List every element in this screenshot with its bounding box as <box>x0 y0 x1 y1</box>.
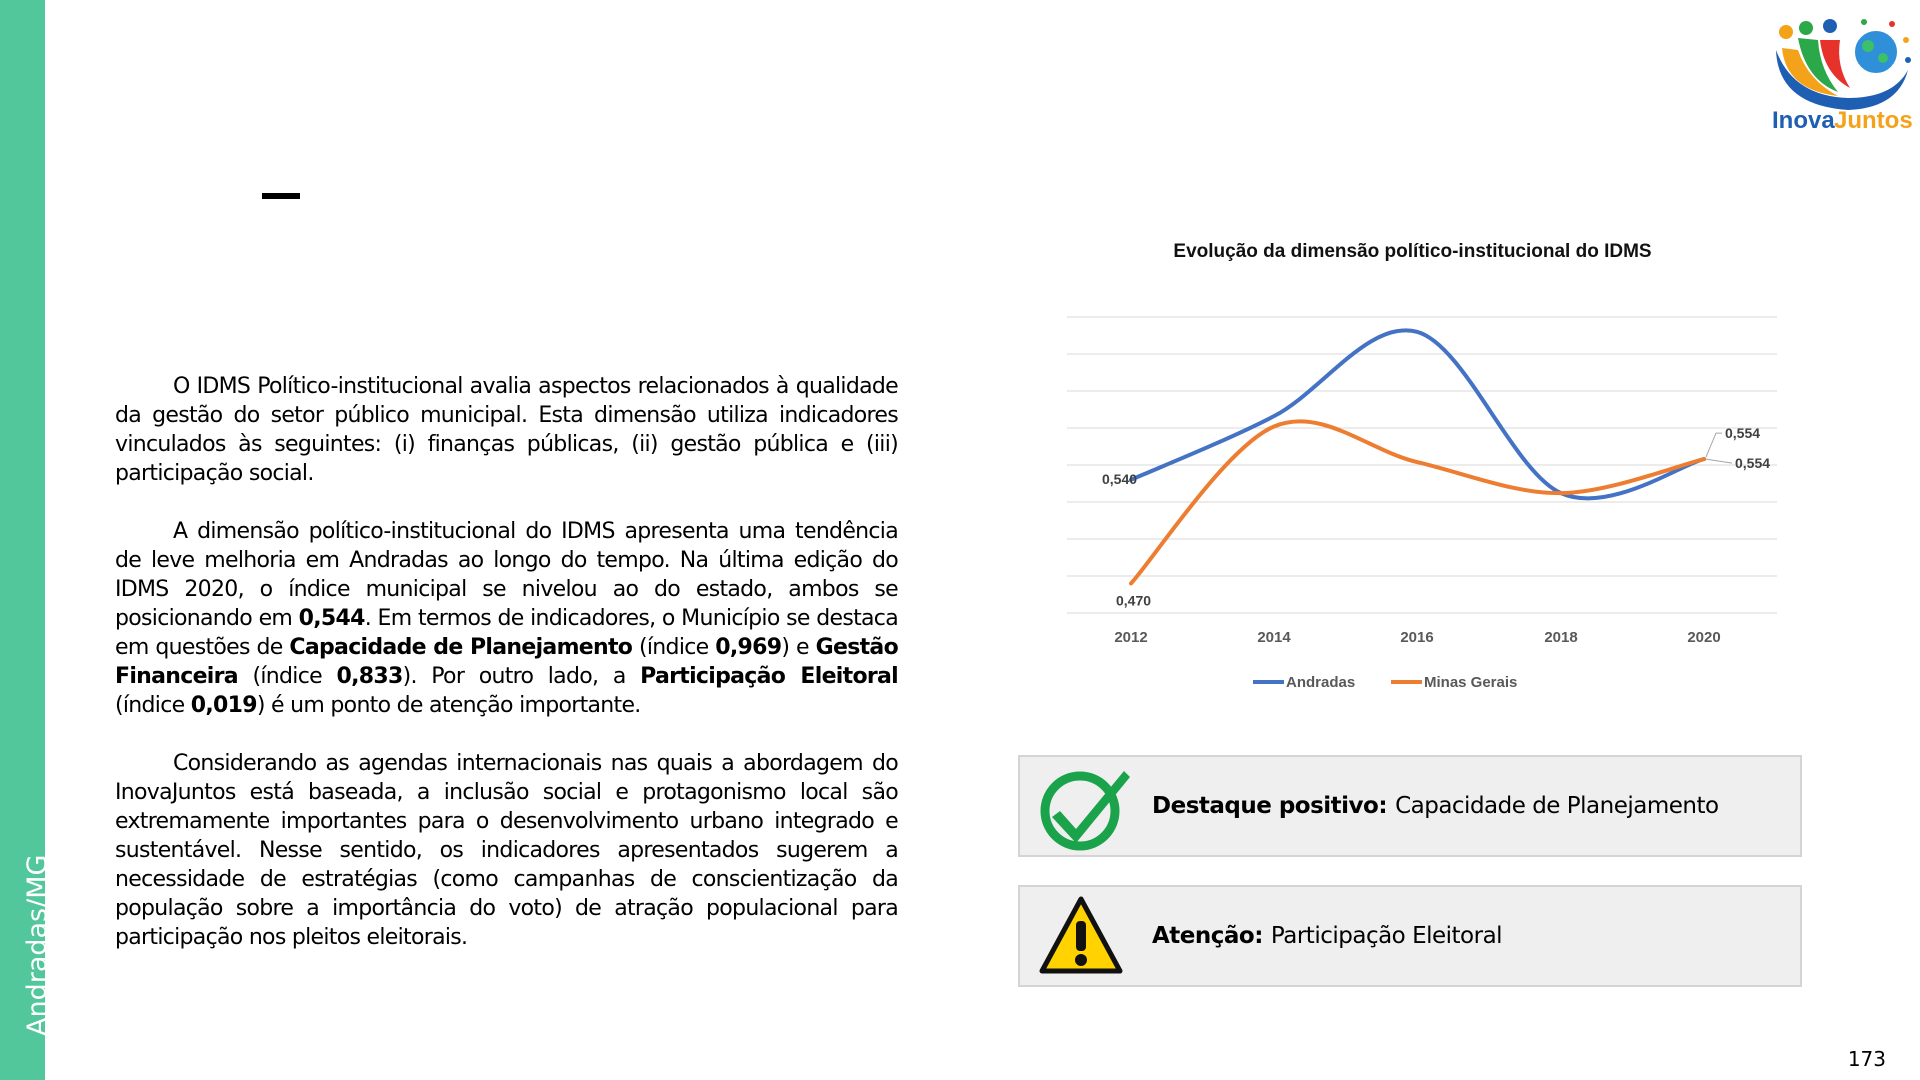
logo-text-inova: Inova <box>1772 107 1835 134</box>
text-span: ) e <box>781 635 816 660</box>
page-number: 173 <box>1847 1047 1886 1071</box>
label-leader-line <box>1706 459 1732 463</box>
text-span: (índice <box>632 635 716 660</box>
line-chart <box>1030 270 1820 700</box>
data-label: 0,470 <box>1116 592 1152 609</box>
text-span: A dimensão político-institucional do IDMS apresenta uma tendência de leve melhoria em Andradas ao longo do tempo. Na última edição do IDMS 2020, o índice municipal se nivelou ao do estado, ambos se posicionando em <box>115 519 898 631</box>
body-text <box>115 372 898 981</box>
data-label: 0,540 <box>1102 470 1138 487</box>
checkmark-icon <box>1038 763 1134 857</box>
x-tick-label: 2018 <box>1544 629 1578 646</box>
attention-highlight-box <box>1018 885 1802 987</box>
positive-highlight-box <box>1018 755 1802 857</box>
x-tick-label: 2014 <box>1257 629 1291 646</box>
text-span: . Em termos de indicadores, o Município se destaca em questões de <box>115 606 898 660</box>
legend-label: Minas Gerais <box>1424 674 1518 691</box>
title-dash <box>262 193 300 199</box>
paragraph-1: O IDMS Político-institucional avalia aspectos relacionados à qualidade da gestão do setor público municipal. Esta dimensão utiliza indicadores vinculados às seguintes: (i) finanças públicas, (ii) gestão pública e (iii) participação social. <box>115 374 898 486</box>
paragraph-2 <box>115 517 898 720</box>
text-span: (índice <box>237 664 337 689</box>
bold-value: Gestão Financeira <box>115 635 898 689</box>
positive-highlight-label: Destaque positivo: <box>1152 793 1388 819</box>
x-tick-label: 2020 <box>1687 629 1721 646</box>
paragraph-3: Considerando as agendas internacionais nas quais a abordagem do InovaJuntos está baseada, a inclusão social e protagonismo local são extremamente importantes para o desenvolvimento urbano integrado e sustentável. Nesse sentido, os indicadores apresentados sugerem a necessidade de estratégias (como campanhas de conscientização da população sobre a importância do voto) de atração populacional para participação nos pleitos eleitorais. <box>115 751 898 950</box>
text-span: ). Por outro lado, a <box>402 664 641 689</box>
inovajuntos-logo <box>1768 10 1918 139</box>
chart-title: Evolução da dimensão político-institucional do IDMS <box>1173 241 1652 262</box>
label-leader-line <box>1706 433 1722 457</box>
sidebar <box>0 0 53 1080</box>
x-tick-label: 2012 <box>1114 629 1148 646</box>
positive-highlight-text <box>1152 757 1719 855</box>
attention-highlight-label: Atenção: <box>1152 923 1263 949</box>
attention-highlight-value: Participação Eleitoral <box>1270 923 1503 949</box>
bold-value: Participação Eleitoral <box>640 664 898 689</box>
data-label: 0,554 <box>1725 425 1761 442</box>
positive-highlight-value: Capacidade de Planejamento <box>1395 793 1719 819</box>
text-span: (índice <box>115 693 191 718</box>
warning-icon <box>1038 893 1124 983</box>
bold-value: 0,969 <box>715 635 782 660</box>
bold-value: 0,019 <box>190 693 257 718</box>
bold-value: 0,833 <box>336 664 403 689</box>
bold-value: Capacidade de Planejamento <box>289 635 633 660</box>
logo-text-juntos: Juntos <box>1834 107 1913 134</box>
legend-label: Andradas <box>1286 674 1356 691</box>
text-span: ) é um ponto de atenção importante. <box>256 693 641 718</box>
bold-value: 0,544 <box>298 606 365 631</box>
data-label: 0,554 <box>1735 455 1771 472</box>
attention-highlight-text <box>1152 887 1502 985</box>
x-tick-label: 2016 <box>1400 629 1434 646</box>
sidebar-label: Andradas/MG <box>22 854 53 1036</box>
